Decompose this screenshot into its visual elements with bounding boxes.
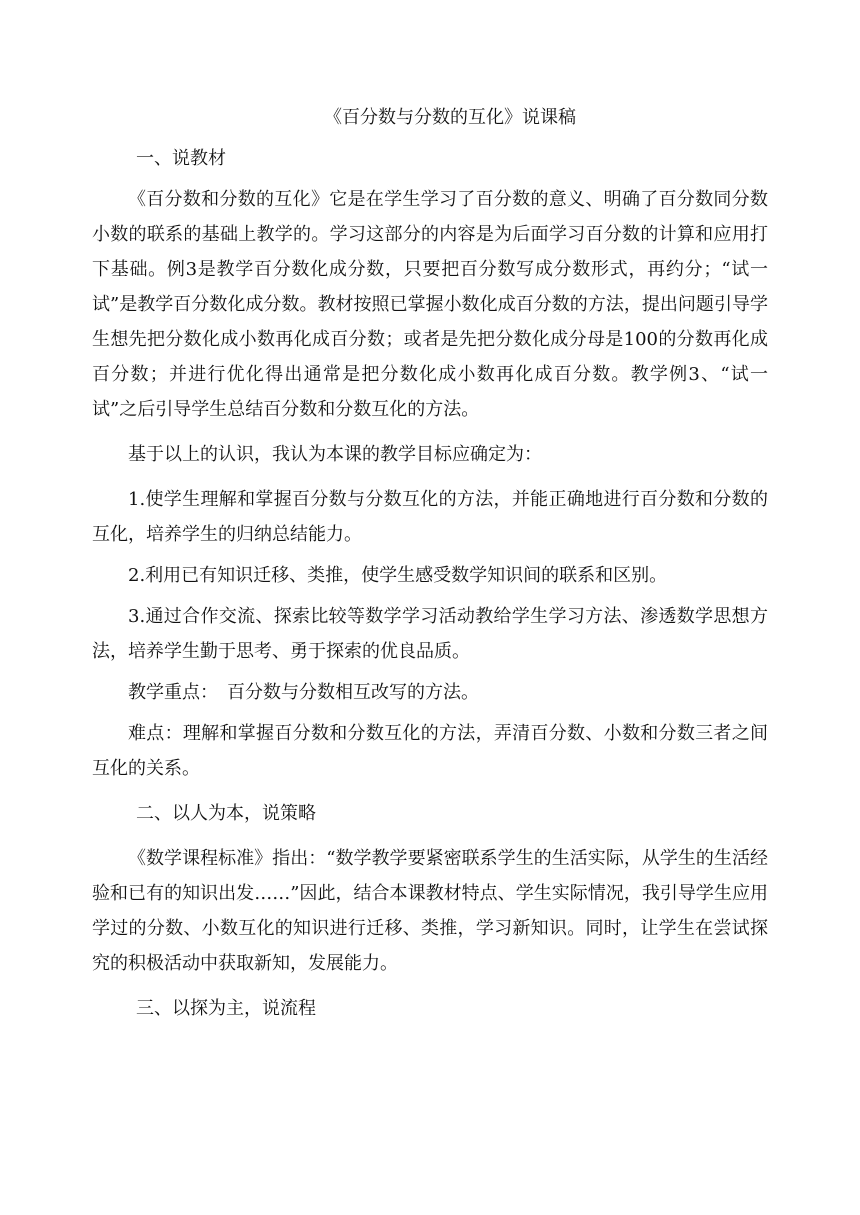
paragraph-goals-intro: 基于以上的认识，我认为本课的教学目标应确定为：	[128, 444, 542, 465]
paragraph-goal-3: 3.通过合作交流、探索比较等数学学习活动教给学生学习方法、渗透数学思想方法，培养学生勤于思考、勇于探索的优良品质。	[92, 606, 768, 662]
paragraph-textbook-intro: 《百分数和分数的互化》它是在学生学习了百分数的意义、明确了百分数同分数小数的联系的基础上教学的。学习这部分的内容是为后面学习百分数的计算和应用打下基础。例3是教学百分数化成分数，只要把百分数写成分数形式，再约分；“试一试”是教学百分数化成分数。教材按照已掌握小数化成百分数的方法，提出问题引导学生想先把分数化成小数再化成百分数；或者是先把分数化成分母是100的分数再化成百分数；并进行优化得出通常是把分数化成小数再化成百分数。教学例3、“试一试”之后引导学生总结百分数和分数互化的方法。	[92, 189, 768, 420]
section-heading-1: 一、说教材	[136, 148, 226, 169]
section-heading-3: 三、以探为主，说流程	[136, 998, 316, 1019]
section-heading-2: 二、以人为本，说策略	[136, 803, 316, 824]
paragraph-difficulty: 难点：理解和掌握百分数和分数互化的方法，弄清百分数、小数和分数三者之间互化的关系。	[92, 723, 768, 779]
paragraph-goal-2: 2.利用已有知识迁移、类推，使学生感受数学知识间的联系和区别。	[128, 565, 668, 586]
paragraph-strategy: 《数学课程标准》指出：“数学教学要紧密联系学生的生活实际，从学生的生活经验和已有的知识出发……”因此，结合本课教材特点、学生实际情况，我引导学生应用学过的分数、小数互化的知识进行迁移、类推，学习新知识。同时，让学生在尝试探究的积极活动中获取新知，发展能力。	[92, 848, 768, 974]
paragraph-key-point: 教学重点： 百分数与分数相互改写的方法。	[128, 682, 479, 703]
document-title: 《百分数与分数的互化》说课稿	[324, 107, 576, 128]
document-body	[92, 100, 768, 1026]
paragraph-goal-1: 1.使学生理解和掌握百分数与分数互化的方法，并能正确地进行百分数和分数的互化，培养学生的归纳总结能力。	[92, 489, 768, 545]
